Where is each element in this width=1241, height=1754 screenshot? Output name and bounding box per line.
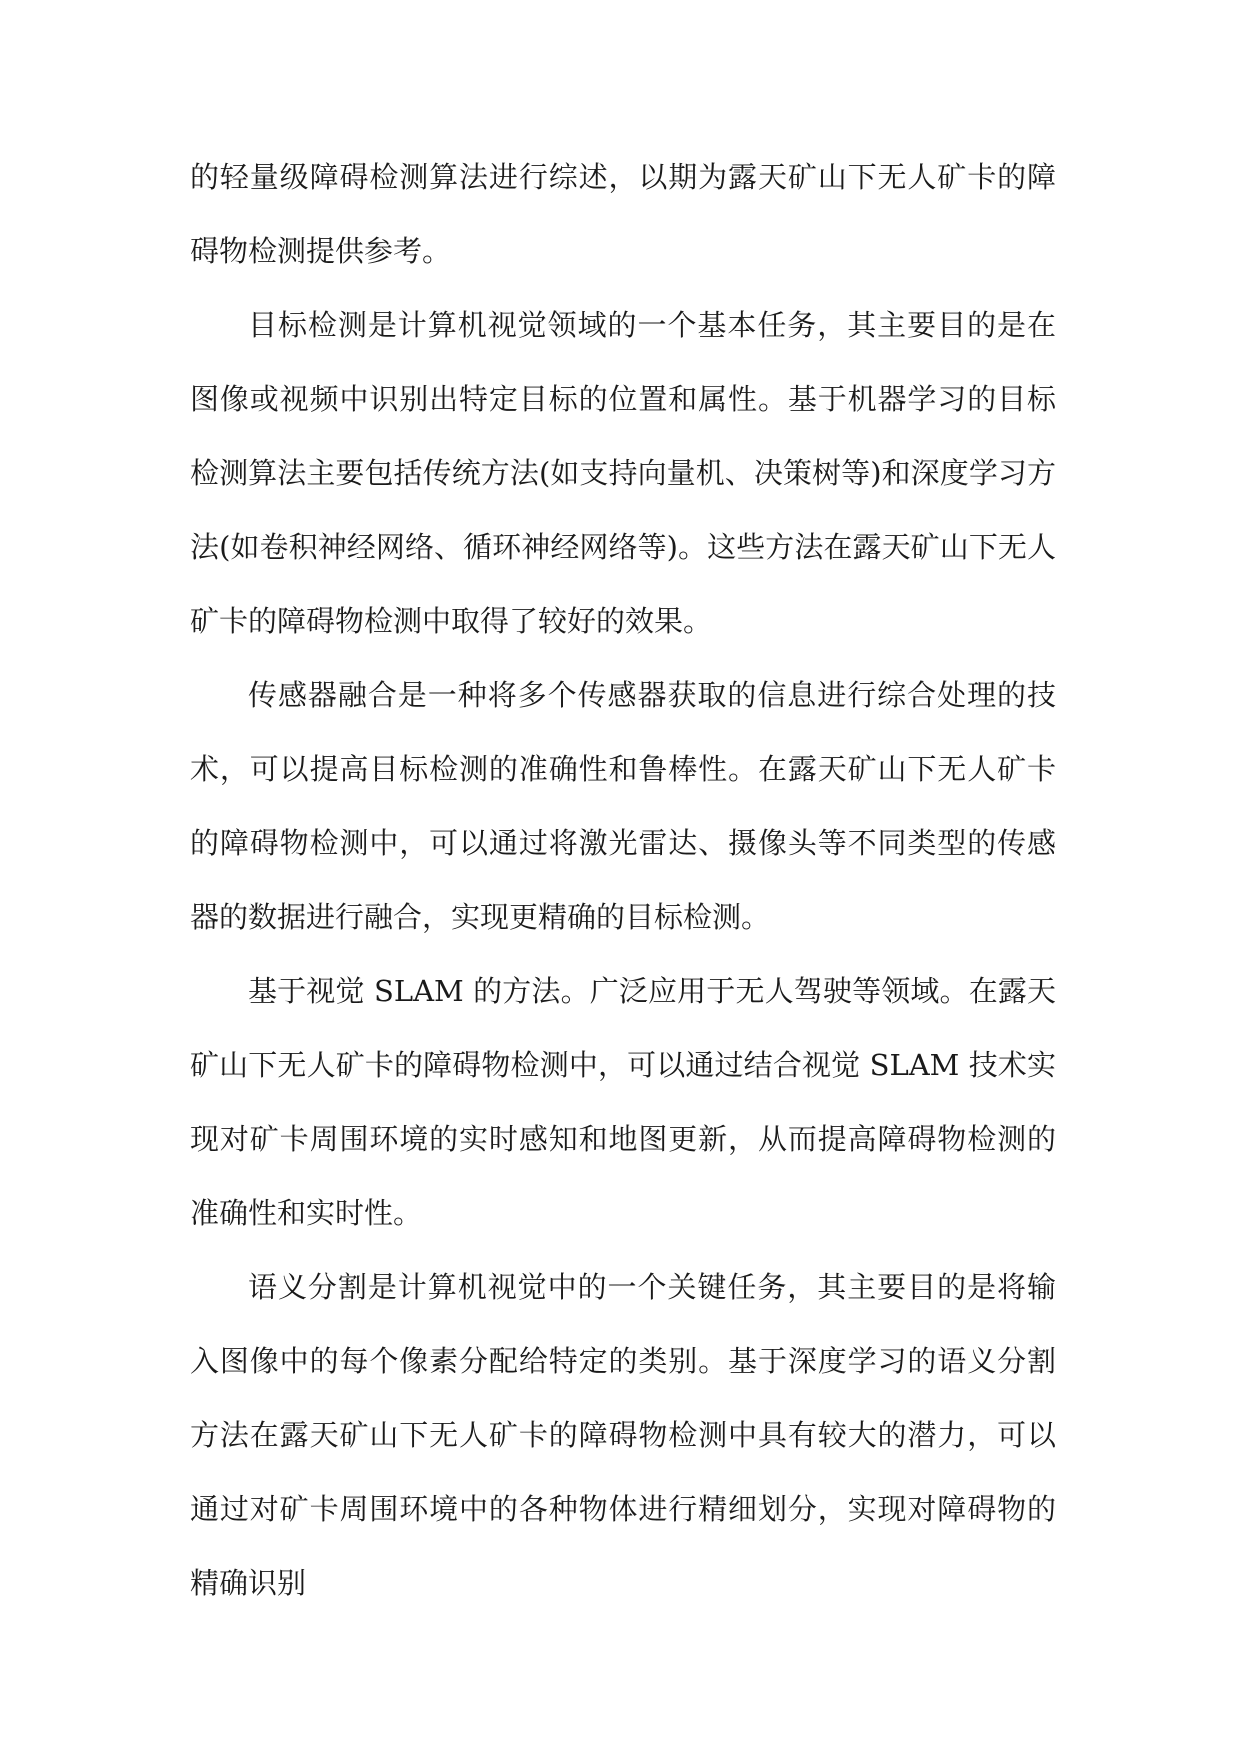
paragraph-continuation: 的轻量级障碍检测算法进行综述，以期为露天矿山下无人矿卡的障碍物检测提供参考。 xyxy=(190,160,1056,268)
paragraph-sensor-fusion: 传感器融合是一种将多个传感器获取的信息进行综合处理的技术，可以提高目标检测的准确性和鲁棒性。在露天矿山下无人矿卡的障碍物检测中，可以通过将激光雷达、摄像头等不同类型的传感器的数据进行融合，实现更精确的目标检测。 xyxy=(190,678,1056,934)
paragraph-object-detection: 目标检测是计算机视觉领域的一个基本任务，其主要目的是在图像或视频中识别出特定目标的位置和属性。基于机器学习的目标检测算法主要包括传统方法(如支持向量机、决策树等)和深度学习方法(如卷积神经网络、循环神经网络等)。这些方法在露天矿山下无人矿卡的障碍物检测中取得了较好的效果。 xyxy=(190,308,1056,638)
paragraph-visual-slam: 基于视觉 SLAM 的方法。广泛应用于无人驾驶等领域。在露天矿山下无人矿卡的障碍物检测中，可以通过结合视觉 SLAM 技术实现对矿卡周围环境的实时感知和地图更新，从而提高障碍物检测的准确性和实时性。 xyxy=(190,974,1056,1230)
paragraph-semantic-segmentation: 语义分割是计算机视觉中的一个关键任务，其主要目的是将输入图像中的每个像素分配给特定的类别。基于深度学习的语义分割方法在露天矿山下无人矿卡的障碍物检测中具有较大的潜力，可以通过对矿卡周围环境中的各种物体进行精细划分，实现对障碍物的精确识别 xyxy=(190,1270,1056,1600)
document-body xyxy=(190,140,1056,1620)
